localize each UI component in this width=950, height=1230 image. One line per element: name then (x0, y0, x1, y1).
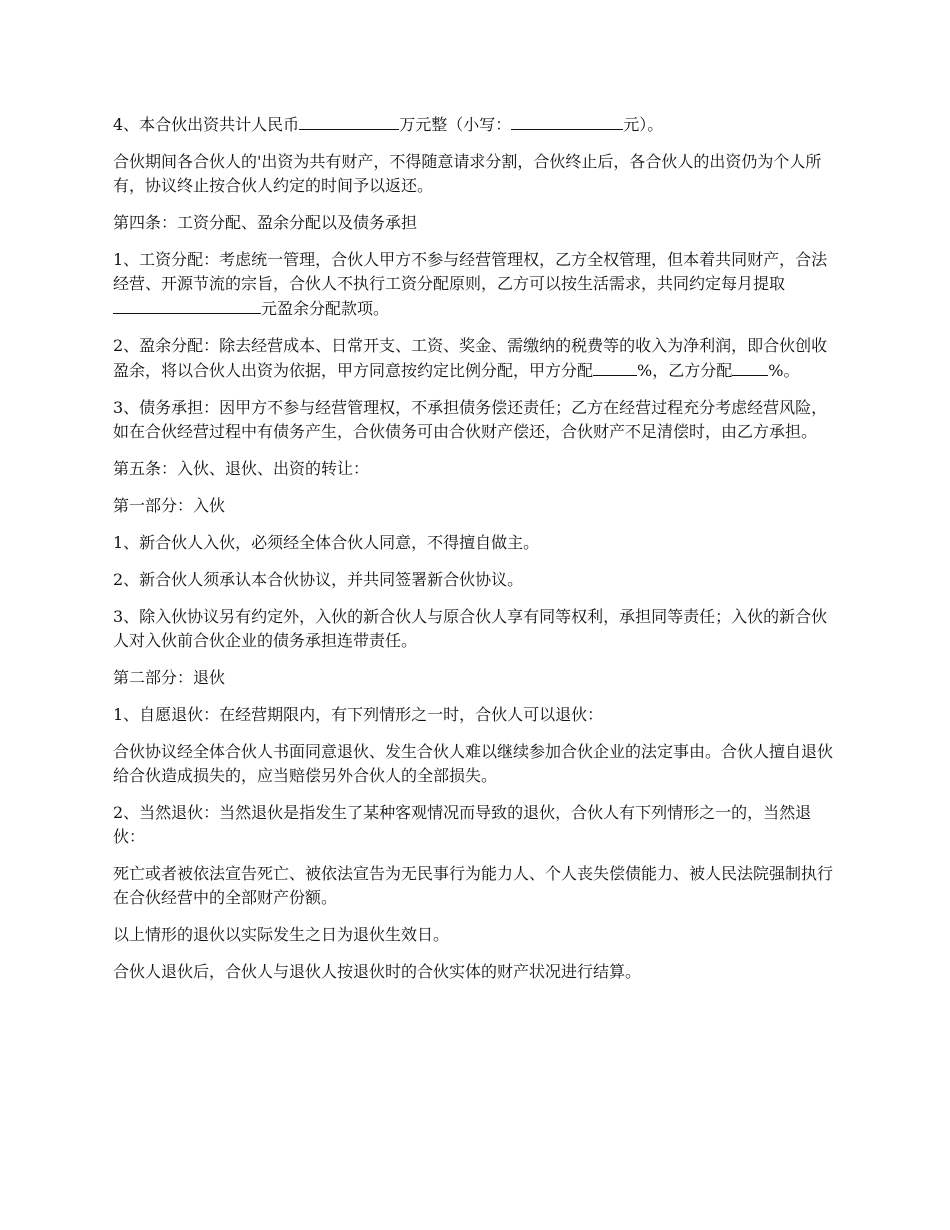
paragraph-salary: 1、工资分配：考虑统一管理，合伙人甲方不参与经营管理权，乙方全权管理，但本着共同财产，合法经营、开源节流的宗旨，合伙人不执行工资分配原则，乙方可以按生活需求，共同约定每月提取元盈余分配款项。 (113, 250, 828, 318)
blank-amount-wan (299, 112, 399, 130)
paragraph-join-2: 2、新合伙人须承认本合伙协议，并共同签署新合伙协议。 (113, 570, 524, 589)
paragraph-debt: 3、债务承担：因甲方不参与经营管理权，不承担债务偿还责任；乙方在经营过程充分考虑经营风险，如在合伙经营过程中有债务产生，合伙债务可由合伙财产偿还，合伙财产不足清偿时，由乙方承担。 (113, 398, 828, 441)
heading-article-5: 第五条：入伙、退伙、出资的转让： (113, 459, 370, 478)
paragraph-capital-total: 4、本合伙出资共计人民币 万元整（小写： 元）。 (113, 112, 843, 137)
paragraph-withdraw-cases: 死亡或者被依法宣告死亡、被依法宣告为无民事行为能力人、个人丧失偿债能力、被人民法院强制执行在合伙经营中的全部财产份额。 (113, 864, 834, 907)
paragraph-withdraw-1: 1、自愿退伙：在经营期限内，有下列情形之一时，合伙人可以退伙： (113, 705, 604, 724)
paragraph-withdraw-settlement: 合伙人退伙后，合伙人与退伙人按退伙时的合伙实体的财产状况进行结算。 (113, 962, 642, 981)
paragraph-capital-ownership: 合伙期间各合伙人的'出资为共有财产，不得随意请求分割，合伙终止后，各合伙人的出资仍为个人所有，协议终止按合伙人约定的时间予以返还。 (113, 152, 822, 195)
paragraph-join-3: 3、除入伙协议另有约定外，入伙的新合伙人与原合伙人享有同等权利，承担同等责任；入伙的新合伙人对入伙前合伙企业的债务承担连带责任。 (113, 607, 828, 650)
blank-party-a-share (593, 358, 637, 376)
blank-amount-small (511, 112, 623, 130)
blank-monthly-withdrawal (113, 296, 261, 314)
paragraph-withdraw-effective: 以上情形的退伙以实际发生之日为退伙生效日。 (113, 925, 450, 944)
subheading-withdraw: 第二部分：退伙 (113, 668, 226, 687)
paragraph-join-1: 1、新合伙人入伙，必须经全体合伙人同意，不得擅自做主。 (113, 533, 540, 552)
heading-article-4: 第四条：工资分配、盈余分配以及债务承担 (113, 213, 418, 232)
document-body (113, 112, 843, 997)
paragraph-surplus: 2、盈余分配：除去经营成本、日常开支、工资、奖金、需缴纳的税费等的收入为净利润，即合伙创收盈余，将以合伙人出资为依据，甲方同意按约定比例分配，甲方分配 %，乙方分配 %。 (113, 336, 828, 380)
blank-party-b-share (732, 358, 768, 376)
subheading-join: 第一部分：入伙 (113, 496, 226, 515)
paragraph-withdraw-voluntary: 合伙协议经全体合伙人书面同意退伙、发生合伙人难以继续参加合伙企业的法定事由。合伙人擅自退伙给合伙造成损失的，应当赔偿另外合伙人的全部损失。 (113, 742, 834, 785)
paragraph-withdraw-2: 2、当然退伙：当然退伙是指发生了某种客观情况而导致的退伙，合伙人有下列情形之一的，当然退伙： (113, 803, 812, 846)
